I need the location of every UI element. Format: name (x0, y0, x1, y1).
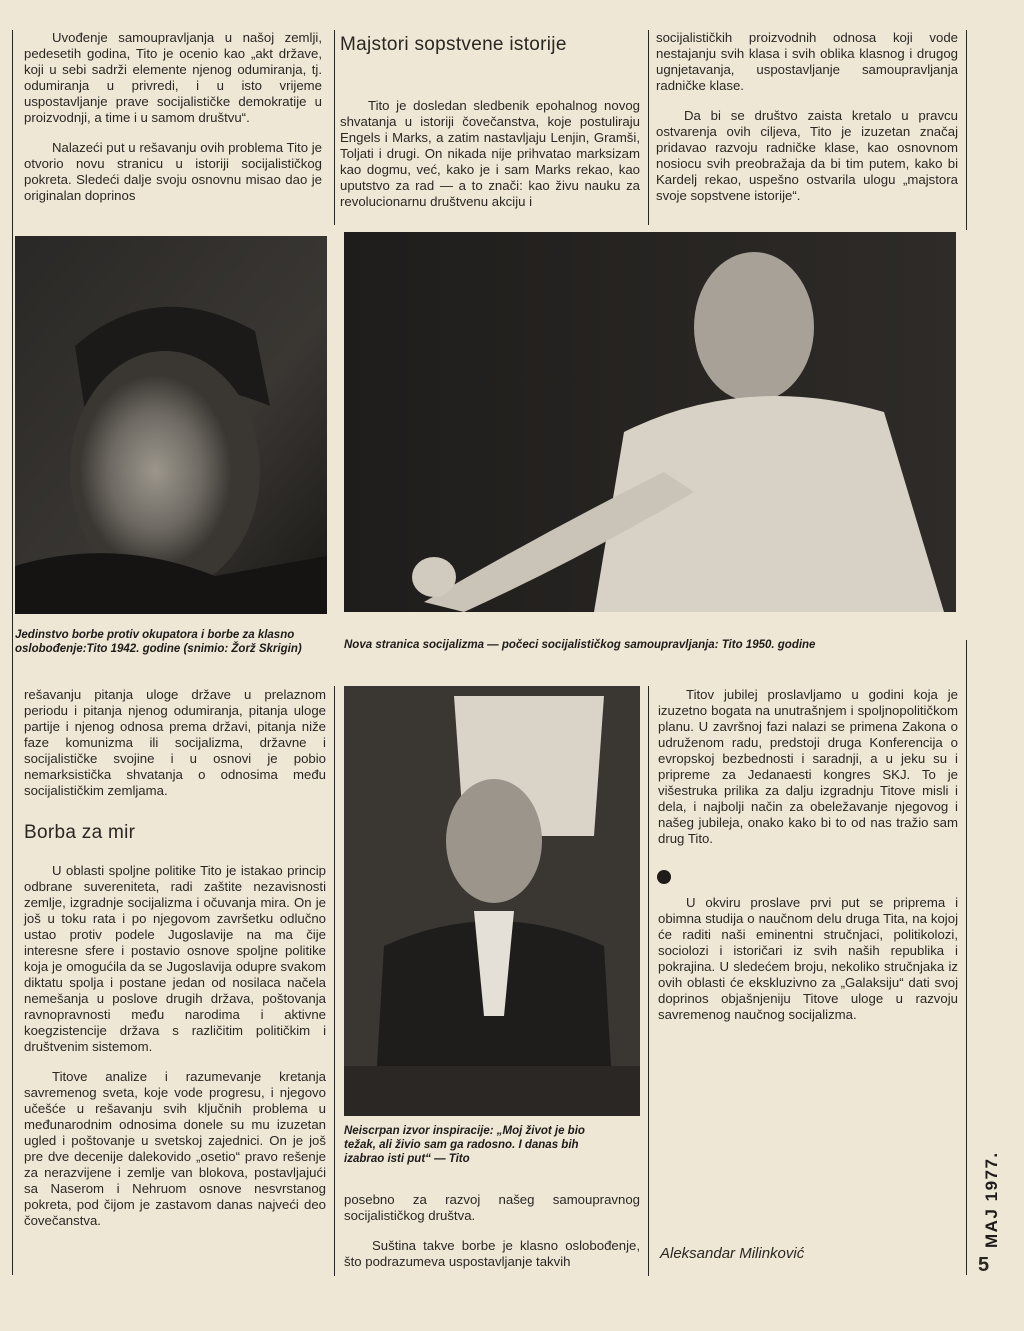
article-column-1-bottom (24, 687, 326, 813)
column-rule-bottom-right (966, 640, 967, 1275)
article-column-3-bottom (658, 687, 958, 861)
paragraph: Titove analize i razumevanje kretanja savremenog sveta, koje vode progresu, i njegovo učešće u rešavanju svih ključnih problema u međunarodnim odnosima donele su mu izuzetan ugled i poštovanje u svetskoj zajednici. On je još pre dve decenije dalekovido „osetio“ pravo rešenje za nerazvijene i zemlje van blokova, postavljajući sa Naserom i Nehruom osnove nesvrstanog pokreta, pod čijom je zastavom danas najveći deo čovečanstva. (24, 1069, 326, 1228)
issue-date: MAJ 1977. (982, 1151, 1001, 1248)
paragraph: Tito je dosledan sledbenik epohalnog novog shvatanja u istoriji čovečanstva, koje postuliraju Engels i Marks, a zatim nastavljaju Lenjin, Gramši, Toljati i drugi. On nikada nije prihvatao marksizam kao dogmu, već, kako je i sam Marks rekao, kao uputstvo za rad — a to znači: kao živu nauku za revolucionarnu društvenu akciju i (340, 98, 640, 209)
caption-photo-1942: Jedinstvo borbe protiv okupatora i borbe za klasno oslobođenje:Tito 1942. godine (snimio: Žorž Skrigin) (15, 629, 302, 655)
paragraph: rešavanju pitanja uloge države u prelaznom periodu i pitanja njenog odumiranja, pitanja uloge partije i njenog odnosa prema državi, pitanja niže faze komunizma ili socijalizma, državne i socijalističke svojine i u osnovi je pobio nemarksistička shvatanja o odnosima među socijalističkim zemljama. (24, 687, 326, 798)
paragraph: Da bi se društvo zaista kretalo u pravcu ostvarenja ovih ciljeva, Tito je izuzetan značaj pridavao razvoju radničke klase, kao osnovnom nosiocu svih preobražaja da bi tim putem, kako bi Kardelj rekao, uspešno ostvarila ulogu „majstora svoje sopstvene istorije“. (656, 108, 958, 203)
photo-tito-1950 (344, 232, 956, 612)
column-rule-bottom-1 (334, 686, 335, 1276)
section-bullet (657, 870, 671, 884)
author-signature: Aleksandar Milinković (660, 1245, 805, 1262)
article-column-2-bottom (344, 1192, 640, 1284)
paragraph: U okviru proslave prvi put se priprema i obimna studija o naučnom delu druga Tita, na kojoj će raditi naši eminentni stručnjaci, politikolozi, sociolozi i istoričari iz svih naših republika i pokrajina. U sledećem broju, nekoliko stručnjaka iz ovih oblasti će ekskluzivno za „Galaksiju“ dati svoj doprinos objašnjeniju Titove uloge u razvoju savremenog naučnog socijalizma. (658, 895, 958, 1022)
article-column-1-bottom-cont (24, 863, 326, 1243)
photo-tito-portrait (344, 686, 640, 1116)
paragraph: posebno za razvoj našeg samoupravnog socijalističkog društva. (344, 1192, 640, 1223)
caption-photo-portrait: Neiscrpan izvor inspiracije: „Moj život je bio težak, ali živio sam ga radosno. I danas bih izabrao isti put“ — Tito (344, 1125, 585, 1165)
paragraph: Titov jubilej proslavljamo u godini koja je izuzetno bogata na unutrašnjem i spoljnopolitičkom planu. U završnoj fazi nalazi se primena Zakona o udruženom radu, predstoji druga Konferencija o evropskoj bezbednosti i saradnji, a u jeku su i pripreme za Jedanaesti kongres SKJ. To je višestruka prilika za dalju izgradnju Titove misli i dela, i najbolji način za obeležavanje njegovog i našeg jubileja, onako kako bi to od nas tražio sam drug Tito. (658, 687, 958, 846)
article-column-1-top (24, 30, 322, 218)
article-column-3-bottom-cont (658, 895, 958, 1037)
paragraph: Suština takve borbe je klasno oslobođenje, što podrazumeva uspostavljanje takvih (344, 1238, 640, 1269)
paragraph: socijalističkih proizvodnih odnosa koji vode nestajanju svih klasa i svih oblika klasnog i drugog ugnjetavanja, uspostavljanje samoupravljanja radničke klase. (656, 30, 958, 93)
paragraph: U oblasti spoljne politike Tito je istakao princip odbrane suvereniteta, radi zaštite nezavisnosti zemlje, izgradnje socijalizma i očuvanja mira. On je još u toku rata i po njegovom završetku odlučno ustao protiv podele Jugoslavije na ma čije interesne sfere i postavio osnove spoljne politike koja je omogućila da se Jugoslavija odupre svakom diktatu spolja i postane jedan od nosilaca načela nemešanja u poslove drugih država, poštovanja ravnopravnosti među narodima i aktivne koegzistencije država s različitim političkim i društvenim sistemom. (24, 863, 326, 1054)
paragraph: Nalazeći put u rešavanju ovih problema Tito je otvorio novu stranicu u istoriji socijalističkog pokreta. Sledeći dalje svoju osnovnu misao dao je originalan doprinos (24, 140, 322, 203)
paragraph: Uvođenje samoupravljanja u našoj zemlji, pedesetih godina, Tito je ocenio kao „akt države, koji u sebi sadrži elemente njenog odumiranja, tj. odumiranja u privredi, i u isto vrijeme uspostavljanje prave socijalističke demokratije u proizvodnji, a time i u samom društvu“. (24, 30, 322, 125)
page-footer-sidebar (972, 1150, 1012, 1280)
page-number: 5 (978, 1254, 990, 1276)
section-heading-borba-za-mir: Borba za mir (24, 822, 136, 843)
column-rule-2 (648, 30, 649, 225)
column-rule-right (966, 30, 967, 230)
column-rule-1 (334, 30, 335, 225)
article-column-2-top (340, 98, 640, 224)
column-rule-bottom-2 (648, 686, 649, 1276)
column-rule-left (12, 30, 13, 1275)
section-heading-majstori: Majstori sopstvene istorije (340, 34, 567, 55)
article-column-3-top (656, 30, 958, 218)
caption-photo-1950: Nova stranica socijalizma — počeci socijalističkog samoupravljanja: Tito 1950. godine (344, 639, 816, 651)
photo-tito-1942 (15, 236, 327, 614)
